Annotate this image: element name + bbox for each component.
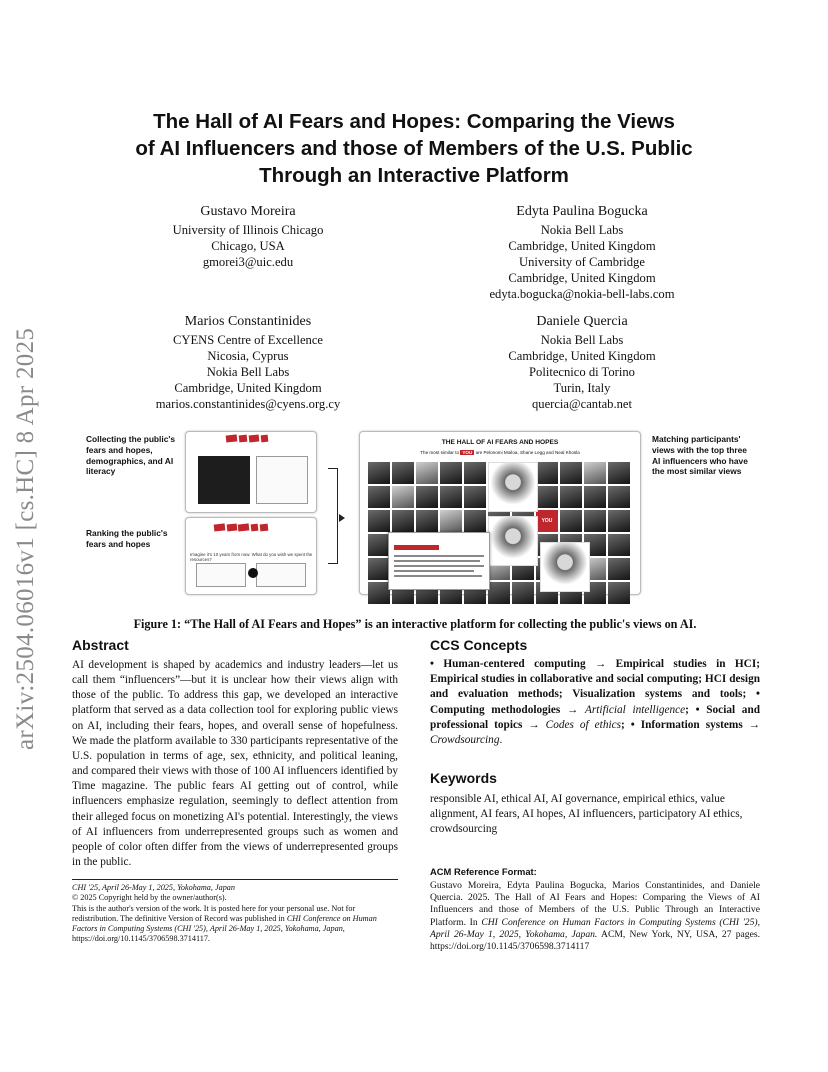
abstract-text: AI development is shaped by academics and industry leaders—let us call them “influencers”—but it is unclear how their views align with those of the public. To address this gap, we developed an interactive platform that served as a data collection tool for exploring public views on AI, including their fears, hopes, and overall sense of hopefulness. We made the platform available to 330 participants representative of the U.S. population in terms of age, sex, ethnicity, and political leaning, and compared their views with those of 100 AI influencers identified by Time magazine. The public fears AI getting out of control, while influencers emphasize regulation, seemingly to deflect attention from their alleged focus on monetizing AI's potential. Interestingly, the views of AI influencers from underrepresented groups such as women and people of color often differ from the views of underrepresented groups in the public. <box>72 659 398 869</box>
hall-screen-thumbnail <box>359 431 641 595</box>
author-block-moreira <box>118 203 378 270</box>
influencer-detail-popup <box>388 532 490 590</box>
ccs-ethics: Codes of ethics <box>545 718 622 731</box>
popup-text-line <box>394 565 484 567</box>
author-location: Turin, Italy <box>553 381 611 395</box>
tag-chip <box>249 435 259 443</box>
ccs-social: ; • Social and professional topics → <box>430 703 761 731</box>
ccs-hcc: • Human-centered computing → Empirical studies in HCI; Empirical studies in collaborative and social computing; HCI design and evaluation methods; Visualization systems and tools; <box>430 658 760 701</box>
acm-reference <box>430 880 760 953</box>
portrait-tile[interactable] <box>584 462 606 484</box>
footnote-rule <box>72 879 398 880</box>
author-email[interactable]: quercia@cantab.net <box>531 397 633 411</box>
portrait-tile[interactable] <box>368 582 390 604</box>
portrait-tile[interactable] <box>440 462 462 484</box>
author-location: Cambridge, United Kingdom <box>508 271 656 285</box>
author-location: Nicosia, Cyprus <box>207 349 289 363</box>
portrait-tile[interactable] <box>416 486 438 508</box>
hall-subtitle <box>360 450 640 455</box>
you-tile[interactable]: YOU <box>536 510 558 532</box>
popup-text-line <box>394 555 484 557</box>
title-line-1: The Hall of AI Fears and Hopes: Comparing the Views <box>153 110 675 133</box>
top-match-portrait <box>488 462 538 512</box>
flow-bracket <box>328 468 338 564</box>
tag-chip <box>226 434 237 442</box>
survey-screen-thumbnail <box>185 431 317 513</box>
version-note-doi[interactable]: , https://doi.org/10.1145/3706598.3714117. <box>72 924 345 944</box>
survey-form-light <box>256 456 308 504</box>
ccs-computing: • Computing methodologies → <box>430 688 760 716</box>
portrait-tile[interactable] <box>512 582 534 604</box>
fear-hope-tags <box>214 524 294 531</box>
portrait-tile[interactable] <box>368 558 390 580</box>
author-affiliation: University of Illinois Chicago <box>172 223 324 237</box>
ranking-screen-thumbnail <box>185 517 317 595</box>
author-name: Gustavo Moreira <box>200 204 296 219</box>
portrait-tile[interactable] <box>608 486 630 508</box>
portrait-tile[interactable] <box>608 534 630 556</box>
ccs-concepts <box>430 657 760 748</box>
author-location: Cambridge, United Kingdom <box>508 349 656 363</box>
ranking-option-box <box>256 563 306 587</box>
hall-subtitle-prefix: The most similar to <box>420 450 460 455</box>
portrait-tile[interactable] <box>608 462 630 484</box>
ccs-ai: Artificial intelligence <box>585 703 686 716</box>
author-email[interactable]: marios.constantinides@cyens.org.cy <box>155 397 341 411</box>
tag-chip <box>226 524 236 532</box>
tag-chip <box>238 435 247 443</box>
portrait-tile[interactable] <box>536 486 558 508</box>
tag-chip <box>251 524 259 532</box>
title-line-3: Through an Interactive Platform <box>259 164 569 187</box>
portrait-tile[interactable] <box>464 462 486 484</box>
survey-form-dark <box>198 456 250 504</box>
portrait-tile[interactable] <box>392 510 414 532</box>
author-location: Cambridge, United Kingdom <box>174 381 322 395</box>
author-affiliation: Politecnico di Torino <box>529 365 635 379</box>
portrait-tile[interactable] <box>608 510 630 532</box>
portrait-tile[interactable] <box>368 534 390 556</box>
author-affiliation: Nokia Bell Labs <box>540 223 624 237</box>
keywords-heading: Keywords <box>430 770 497 786</box>
portrait-tile[interactable] <box>368 510 390 532</box>
ccs-heading: CCS Concepts <box>430 637 528 653</box>
arxiv-identifier: arXiv:2504.06016v1 [cs.HC] 8 Apr 2025 <box>12 327 39 750</box>
tag-chip <box>260 435 268 443</box>
portrait-tile[interactable] <box>392 462 414 484</box>
portrait-tile[interactable] <box>464 486 486 508</box>
ccs-info: ; • Information systems → <box>621 718 760 731</box>
paper-title <box>90 108 738 189</box>
author-name: Edyta Paulina Bogucka <box>516 204 648 219</box>
version-note <box>72 904 398 945</box>
popup-text-line <box>394 575 482 577</box>
figure-label-rank: Ranking the public's fears and hopes <box>86 528 168 549</box>
portrait-tile[interactable] <box>560 510 582 532</box>
author-email[interactable]: gmorei3@uic.edu <box>202 255 294 269</box>
ranking-option-box <box>196 563 246 587</box>
portrait-tile[interactable] <box>584 510 606 532</box>
author-name: Marios Constantinides <box>184 314 312 329</box>
tag-chip <box>214 523 225 531</box>
author-affiliation: Nokia Bell Labs <box>540 333 624 347</box>
portrait-tile[interactable] <box>440 486 462 508</box>
author-affiliation: Nokia Bell Labs <box>206 365 290 379</box>
hall-header: THE HALL OF AI FEARS AND HOPES <box>441 439 559 446</box>
author-affiliation: CYENS Centre of Excellence <box>172 333 324 347</box>
portrait-tile[interactable] <box>416 462 438 484</box>
ccs-end: . <box>499 734 503 747</box>
you-badge: YOU <box>462 450 473 455</box>
figure-caption: Figure 1: “The Hall of AI Fears and Hopes” is an interactive platform for collecting the public's views on AI. <box>133 617 697 631</box>
copyright-line: © 2025 Copyright held by the owner/author(s). <box>72 893 227 903</box>
author-location: Cambridge, United Kingdom <box>508 239 656 253</box>
author-block-constantinides <box>118 313 378 412</box>
portrait-tile[interactable] <box>440 510 462 532</box>
tag-chip <box>238 523 249 531</box>
portrait-tile[interactable] <box>536 462 558 484</box>
portrait-tile[interactable] <box>584 486 606 508</box>
copyright-footnote <box>72 883 398 945</box>
swap-icon <box>248 568 258 578</box>
popup-text-line <box>394 570 474 572</box>
author-affiliation: University of Cambridge <box>519 255 645 269</box>
flow-arrow-icon <box>339 514 345 522</box>
author-block-bogucka <box>452 203 712 302</box>
portrait-tile[interactable] <box>608 582 630 604</box>
acm-reference-text: Gustavo Moreira, Edyta Paulina Bogucka, Marios Constantinides, and Daniele Quercia. 2025. The Hall of AI Fears and Hopes: Comparing the Views of AI Influencers and those of Members of the U.S. Public Through an Interactive Platform. In <box>430 880 760 928</box>
acm-reference-doi[interactable]: ACM, New York, NY, USA, 27 pages. https://doi.org/10.1145/3706598.3714117 <box>430 928 760 953</box>
top-match-portrait <box>540 542 590 592</box>
keywords-text: responsible AI, ethical AI, AI governance, empirical ethics, value alignment, AI fears, AI hopes, AI influencers, participatory AI ethics, crowdsourcing <box>430 793 743 836</box>
author-block-quercia <box>452 313 712 412</box>
popup-text-line <box>394 560 480 562</box>
author-location: Chicago, USA <box>211 239 285 253</box>
portrait-tile[interactable] <box>608 558 630 580</box>
ccs-crowdsourcing: Crowdsourcing <box>430 734 500 747</box>
portrait-tile[interactable] <box>416 510 438 532</box>
author-email[interactable]: edyta.bogucka@nokia-bell-labs.com <box>489 287 675 301</box>
abstract-heading: Abstract <box>72 637 129 653</box>
version-note-text: This is the author's version of the work. It is posted here for your personal use. Not for redistribution. The definitive Version of Record was published in <box>72 903 356 923</box>
title-line-2: of AI Influencers and those of Members of the U.S. Public <box>135 137 693 160</box>
popup-highlight <box>394 545 439 550</box>
portrait-tile[interactable] <box>488 582 510 604</box>
portrait-tile[interactable] <box>392 486 414 508</box>
figure-label-match: Matching participants' views with the top three AI influencers who have the most similar views <box>652 434 748 477</box>
portrait-tile[interactable] <box>560 462 582 484</box>
portrait-tile[interactable] <box>368 486 390 508</box>
portrait-tile[interactable] <box>464 510 486 532</box>
teaser-figure <box>70 428 760 598</box>
ranking-question: Imagine it's 10 years from now. What do you wish we spent the resources? <box>190 552 313 562</box>
figure-label-collect: Collecting the public's fears and hopes, demographics, and AI literacy <box>86 434 176 477</box>
fear-hope-tags <box>226 435 286 442</box>
portrait-tile[interactable] <box>368 462 390 484</box>
version-note-venue: CHI Conference on Human Factors in Computing Systems (CHI '25), April 26-May 1, 2025, Yokohama, Japan <box>72 913 377 934</box>
portrait-tile[interactable] <box>560 486 582 508</box>
acm-reference-venue: CHI Conference on Human Factors in Computing Systems (CHI '25), April 26-May 1, 2025, Yokohama, Japan. <box>430 916 760 940</box>
top-match-portrait <box>488 516 538 566</box>
acm-reference-heading: ACM Reference Format: <box>430 866 537 877</box>
tag-chip <box>260 524 269 532</box>
hall-subtitle-suffix: are Pelonomi Moiloa, Shane Legg and Neal Khosla <box>475 450 580 455</box>
author-name: Daniele Quercia <box>536 314 628 329</box>
conference-line: CHI '25, April 26-May 1, 2025, Yokohama, Japan <box>72 883 235 892</box>
